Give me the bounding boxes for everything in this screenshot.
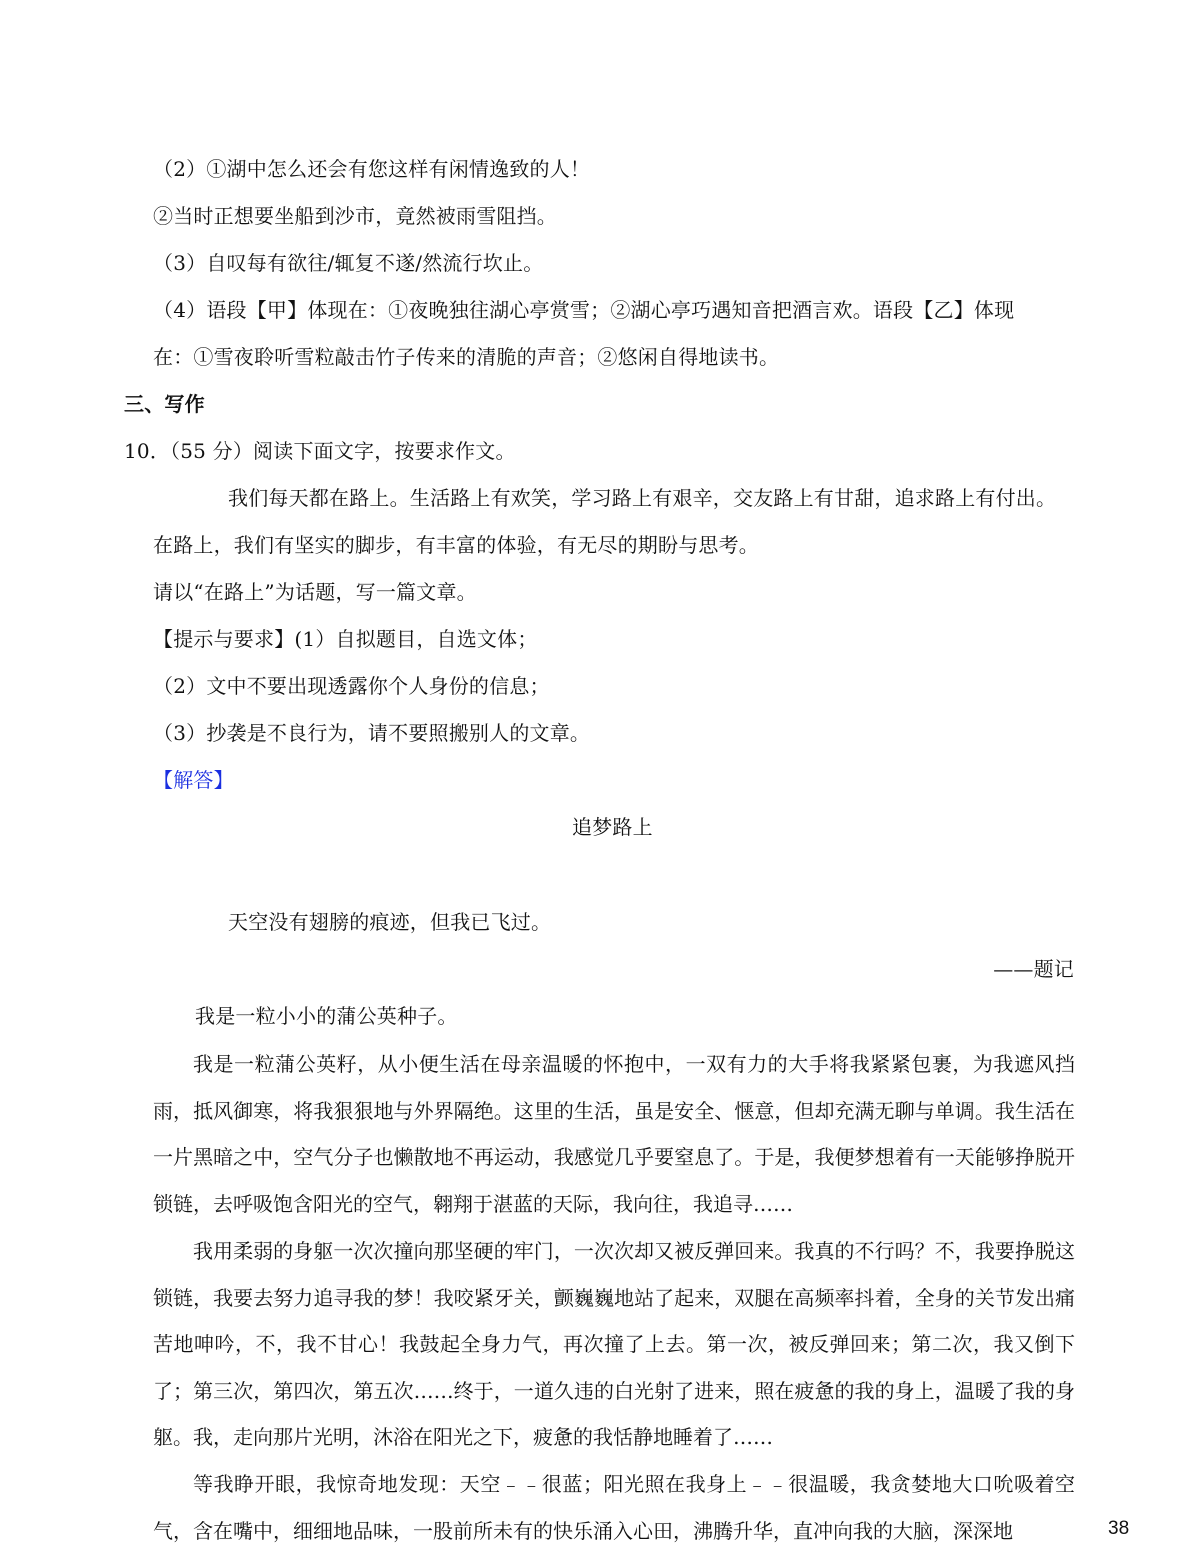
page-number: 38 [1108, 1518, 1130, 1539]
epigraph: 天空没有翅膀的痕迹，但我已飞过。 [228, 910, 552, 934]
answer-q4-line1: （4）语段【甲】体现在：①夜晚独往湖心亭赏雪；②湖心亭巧遇知音把酒言欢。语段【乙】体现 [153, 298, 1015, 322]
essay-paragraph-1: 我是一粒小小的蒲公英种子。 [195, 1004, 458, 1028]
answer-label: 【解答】 [153, 768, 234, 792]
answer-q2-1: （2）①湖中怎么还会有您这样有闲情逸致的人！ [153, 157, 591, 181]
essay-paragraph-3: 我用柔弱的身躯一次次撞向那坚硬的牢门，一次次却又被反弹回来。我真的不行吗？不，我要挣脱这锁链，我要去努力追寻我的梦！我咬紧牙关，颤巍巍地站了起来，双腿在高频率抖着，全身的关节发出痛苦地呻吟，不，我不甘心！我鼓起全身力气，再次撞了上去。第一次，被反弹回来；第二次，我又倒下了；第三次，第四次，第五次……终于，一道久违的白光射了进来，照在疲惫的我的身上，温暖了我的身躯。我，走向那片光明，沐浴在阳光之下，疲惫的我恬静地睡着了…… [153, 1239, 1075, 1449]
section-heading: 三、写作 [124, 392, 205, 416]
material-line-2: 在路上，我们有坚实的脚步，有丰富的体验，有无尽的期盼与思考。 [153, 533, 759, 557]
material-line-1: 我们每天都在路上。生活路上有欢笑，学习路上有艰辛，交友路上有甘甜，追求路上有付出。 [228, 486, 1057, 510]
question-stem: 10．（55 分）阅读下面文字，按要求作文。 [124, 439, 516, 463]
requirement-1: 【提示与要求】(1）自拟题目，自选文体； [153, 627, 538, 651]
epigraph-source: ——题记 [993, 957, 1074, 981]
essay-paragraph-2: 我是一粒蒲公英籽，从小便生活在母亲温暖的怀抱中，一双有力的大手将我紧紧包裹，为我遮风挡雨，抵风御寒，将我狠狠地与外界隔绝。这里的生活，虽是安全、惬意，但却充满无聊与单调。我生活在一片黑暗之中，空气分子也懒散地不再运动，我感觉几乎要窒息了。于是，我便梦想着有一天能够挣脱开锁链，去呼吸饱含阳光的空气，翱翔于湛蓝的天际，我向往，我追寻…… [153, 1052, 1075, 1216]
requirement-3: （3）抄袭是不良行为，请不要照搬别人的文章。 [153, 721, 591, 745]
essay-paragraph-4: 等我睁开眼，我惊奇地发现：天空﹣﹣很蓝；阳光照在我身上﹣﹣很温暖，我贪婪地大口吮吸着空气，含在嘴中，细细地品味，一股前所未有的快乐涌入心田，沸腾升华，直冲向我的大脑，深深地 [153, 1472, 1075, 1543]
answer-q2-2: ②当时正想要坐船到沙市，竟然被雨雪阻挡。 [153, 204, 557, 228]
requirement-2: （2）文中不要出现透露你个人身份的信息； [153, 674, 550, 698]
answer-q3: （3）自叹每有欲往/辄复不遂/然流行坎止。 [153, 251, 544, 275]
essay-title: 追梦路上 [572, 815, 653, 839]
answer-q4-line2: 在：①雪夜聆听雪粒敲击竹子传来的清脆的声音；②悠闲自得地读书。 [153, 345, 780, 369]
writing-prompt: 请以“在路上”为话题，写一篇文章。 [153, 580, 477, 604]
